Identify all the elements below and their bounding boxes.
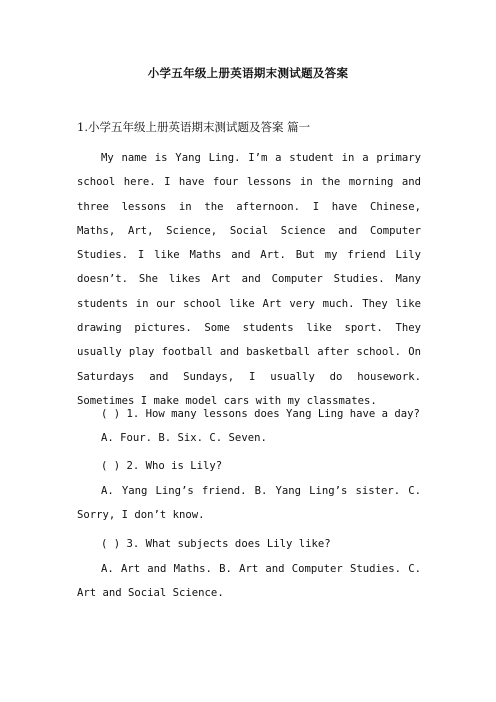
question-1-options: A. Four. B. Six. C. Seven. [101, 432, 267, 444]
question-1: ( ) 1. How many lessons does Yang Ling have a day? [101, 408, 420, 420]
document-title: 小学五年级上册英语期末测试题及答案 [147, 66, 349, 80]
question-2: ( ) 2. Who is Lily? [101, 460, 223, 472]
reading-passage: My name is Yang Ling. I’m a student in a primary school here. I have four lessons in the morning and three lessons in the afternoon. I have Chinese, Maths, Art, Science, Social Science and Computer Studies. I like Maths and Art. But my friend Lily doesn’t. She likes Art and Computer Studies. Many students in our school like Art very much. They like drawing pictures. Some students like sport. They usually play football and basketball after school. On Saturdays and Sundays, I usually do housework. Sometimes I make model cars with my classmates. [77, 152, 421, 407]
question-3: ( ) 3. What subjects does Lily like? [101, 538, 331, 550]
question-2-options: A. Yang Ling’s friend. B. Yang Ling’s sister. C. Sorry, I don’t know. [77, 485, 421, 522]
section-heading: 1.小学五年级上册英语期末测试题及答案 篇一 [77, 120, 311, 134]
question-3-options: A. Art and Maths. B. Art and Computer Studies. C. Art and Social Science. [77, 563, 421, 600]
